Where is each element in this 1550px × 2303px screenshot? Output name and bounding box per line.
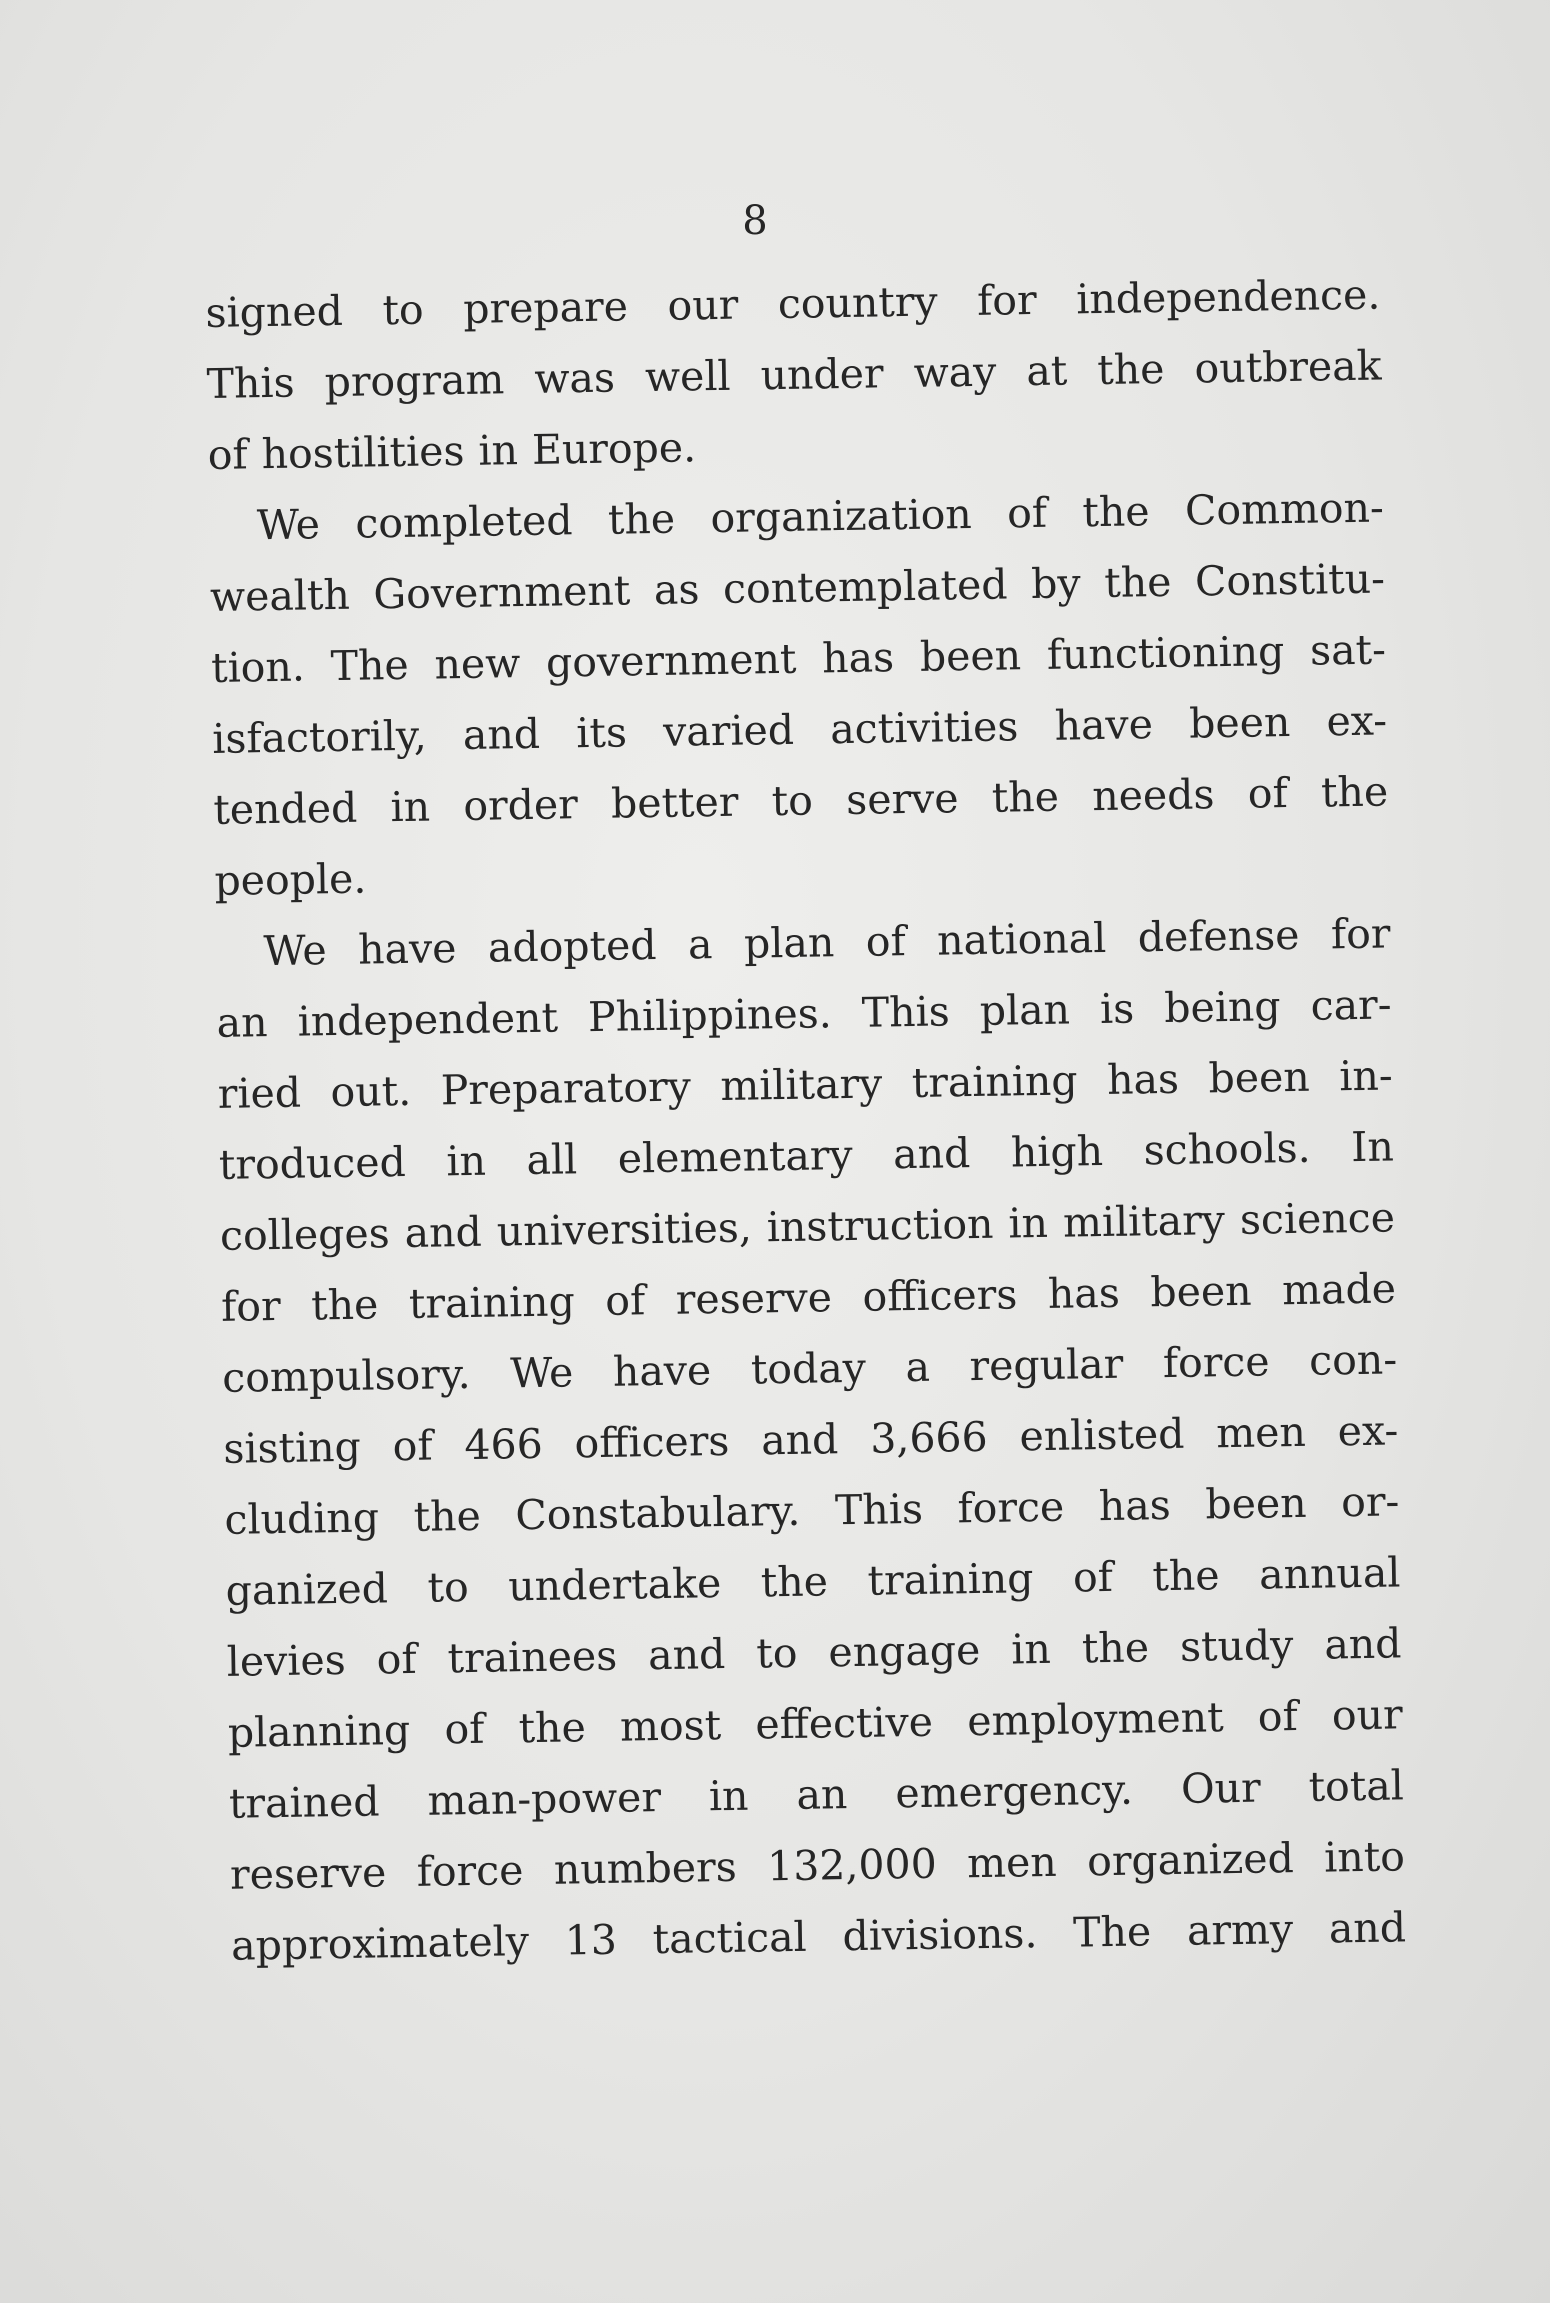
word: needs: [1091, 770, 1215, 821]
word: The: [330, 640, 410, 691]
word: training: [911, 1056, 1078, 1107]
word: tactical: [652, 1912, 808, 1964]
word: sisting: [223, 1422, 362, 1473]
word: approximately: [230, 1917, 530, 1970]
word: adopted: [487, 920, 657, 972]
word: way: [913, 347, 997, 397]
word: military: [719, 1059, 883, 1111]
word: of: [1247, 769, 1289, 818]
word: of: [865, 917, 907, 966]
word: its: [575, 708, 628, 758]
word: independent: [297, 993, 559, 1046]
word: defense: [1137, 910, 1300, 962]
word: of: [392, 1421, 433, 1471]
word: employment: [966, 1693, 1224, 1746]
word: army: [1186, 1905, 1294, 1955]
word: the: [1152, 1551, 1220, 1601]
word: force: [957, 1482, 1065, 1533]
word: for: [1330, 909, 1391, 959]
word: for: [976, 275, 1037, 325]
word: today: [750, 1343, 867, 1394]
word: of: [376, 1634, 417, 1684]
word: con-: [1308, 1335, 1398, 1385]
word: planning: [227, 1705, 411, 1757]
word: effective: [754, 1697, 934, 1749]
word: of: [1072, 1552, 1114, 1602]
word: Constitu-: [1194, 554, 1386, 606]
word: of: [1257, 1692, 1299, 1741]
word: car-: [1310, 980, 1392, 1030]
word: 132,000: [766, 1839, 938, 1891]
word: sat-: [1309, 625, 1387, 675]
word: the: [607, 494, 676, 544]
word: the: [1082, 487, 1150, 537]
word: officers: [862, 1270, 1018, 1321]
word: of: [604, 1276, 646, 1325]
word: and: [892, 1129, 971, 1179]
word: engage: [828, 1625, 981, 1677]
word: of: [207, 430, 249, 479]
word: trainees: [447, 1631, 618, 1683]
word: the: [518, 1703, 587, 1753]
word: emergency.: [894, 1765, 1134, 1818]
word: have: [612, 1346, 712, 1396]
word: serve: [845, 774, 959, 824]
word: prepare: [462, 282, 629, 333]
word: all: [526, 1135, 578, 1185]
word: force: [1162, 1337, 1270, 1388]
page-number: 8: [742, 198, 768, 244]
word: undertake: [507, 1559, 722, 1611]
word: organization: [710, 489, 973, 543]
word: been: [1204, 1478, 1307, 1529]
word: science: [1239, 1193, 1396, 1244]
word: new: [434, 639, 521, 689]
word: Our: [1180, 1763, 1261, 1813]
word: well: [644, 351, 731, 402]
word: was: [533, 353, 616, 403]
word: in: [446, 1136, 487, 1186]
word: levies: [226, 1635, 347, 1686]
word: high: [1010, 1127, 1104, 1177]
word: in: [708, 1771, 749, 1821]
word: isfactorily,: [211, 711, 428, 763]
word: our: [667, 280, 739, 330]
word: organized: [1086, 1834, 1295, 1886]
word: We: [256, 500, 321, 550]
word: under: [760, 349, 884, 400]
word: has: [821, 633, 895, 683]
word: been: [919, 631, 1022, 681]
word: program: [324, 355, 505, 407]
word: made: [1281, 1264, 1397, 1315]
word: in: [390, 782, 431, 832]
body-text: [205, 260, 1407, 1982]
word: an: [796, 1770, 848, 1819]
word: been: [1150, 1266, 1252, 1317]
word: The: [1072, 1907, 1152, 1957]
word: our: [1331, 1690, 1404, 1740]
word: annual: [1258, 1548, 1401, 1599]
word: Constabulary.: [515, 1486, 801, 1540]
word: completed: [355, 496, 573, 548]
word: military: [1062, 1196, 1226, 1247]
word: hostilities: [261, 426, 465, 479]
paragraph-2: [208, 473, 1390, 917]
word: of: [444, 1704, 485, 1754]
word: in: [1010, 1624, 1052, 1674]
word: colleges: [219, 1209, 391, 1260]
word: enlisted: [1019, 1409, 1185, 1461]
word: force: [416, 1846, 524, 1896]
word: at: [1025, 346, 1068, 396]
word: the: [991, 772, 1060, 822]
word: universities,: [496, 1203, 753, 1256]
word: order: [463, 780, 579, 831]
word: Preparatory: [440, 1062, 692, 1115]
word: the: [1081, 1623, 1150, 1673]
word: plan: [743, 918, 835, 968]
word: as: [653, 565, 700, 614]
word: to: [427, 1563, 470, 1612]
word: We: [263, 926, 328, 976]
word: is: [1099, 984, 1135, 1034]
word: and: [647, 1630, 726, 1680]
word: and: [1323, 1619, 1402, 1669]
word: the: [1103, 557, 1172, 607]
word: troduced: [218, 1137, 407, 1189]
word: the: [1096, 344, 1165, 394]
word: In: [1350, 1122, 1395, 1172]
word: or-: [1340, 1477, 1400, 1527]
word: study: [1179, 1621, 1294, 1671]
word: people.: [214, 854, 367, 905]
word: a: [687, 920, 713, 969]
paragraph-1: [205, 260, 1383, 491]
word: Europe.: [531, 423, 697, 474]
word: better: [610, 777, 739, 828]
word: been: [1208, 1052, 1311, 1103]
word: This: [206, 358, 295, 408]
word: have: [357, 924, 457, 974]
word: ex-: [1326, 696, 1388, 746]
word: being: [1163, 982, 1281, 1033]
word: ganized: [225, 1564, 389, 1615]
word: 13: [564, 1915, 618, 1965]
word: officers: [574, 1416, 730, 1468]
word: elementary: [617, 1130, 853, 1183]
word: outbreak: [1194, 341, 1382, 393]
word: compulsory.: [221, 1349, 471, 1402]
word: to: [382, 285, 425, 335]
word: independence.: [1075, 270, 1381, 324]
word: training: [408, 1277, 576, 1328]
word: 466: [464, 1419, 544, 1470]
word: contemplated: [722, 560, 1008, 613]
word: training: [867, 1554, 1034, 1605]
word: Philippines.: [587, 989, 833, 1042]
word: Government: [373, 566, 631, 619]
word: in: [1008, 1198, 1049, 1248]
word: in: [478, 426, 519, 475]
word: tion.: [210, 642, 306, 692]
word: out.: [330, 1066, 412, 1117]
word: This: [834, 1484, 924, 1535]
word: have: [1054, 700, 1154, 750]
word: has: [1098, 1480, 1172, 1531]
word: the: [413, 1491, 482, 1541]
word: tended: [212, 783, 358, 834]
word: schools.: [1143, 1123, 1311, 1175]
word: numbers: [553, 1842, 738, 1894]
word: and: [1328, 1903, 1407, 1953]
word: most: [619, 1701, 722, 1751]
word: men: [966, 1837, 1058, 1888]
paragraph-3: [215, 898, 1407, 1981]
word: This: [861, 987, 951, 1037]
word: Common-: [1184, 483, 1385, 535]
word: cluding: [224, 1493, 380, 1544]
word: and: [760, 1415, 839, 1465]
word: by: [1030, 559, 1081, 609]
word: to: [771, 776, 814, 826]
word: the: [760, 1557, 829, 1607]
word: for: [220, 1281, 282, 1331]
word: varied: [662, 705, 795, 756]
word: been: [1188, 698, 1291, 748]
word: ried: [217, 1068, 302, 1118]
word: and: [404, 1207, 483, 1257]
word: the: [1320, 767, 1389, 817]
word: country: [777, 277, 938, 329]
word: trained: [228, 1777, 380, 1828]
word: into: [1323, 1832, 1406, 1882]
word: has: [1047, 1268, 1121, 1318]
word: government: [545, 634, 797, 687]
word: functioning: [1046, 627, 1285, 679]
word: national: [936, 913, 1107, 965]
word: divisions.: [842, 1909, 1038, 1961]
word: of: [1006, 488, 1048, 538]
word: and: [462, 709, 541, 760]
word: reserve: [229, 1848, 387, 1899]
word: ex-: [1337, 1406, 1399, 1456]
word: total: [1308, 1761, 1405, 1811]
word: We: [509, 1348, 574, 1398]
word: reserve: [675, 1273, 833, 1324]
word: man-power: [427, 1773, 662, 1825]
word: 3,666: [869, 1412, 988, 1463]
word: regular: [969, 1339, 1124, 1391]
word: signed: [205, 286, 344, 337]
word: men: [1215, 1407, 1307, 1458]
word: the: [310, 1280, 379, 1330]
word: to: [755, 1628, 798, 1678]
word: an: [216, 998, 268, 1047]
word: activities: [829, 702, 1019, 754]
word: wealth: [209, 570, 351, 621]
word: instruction: [766, 1199, 994, 1252]
word: has: [1106, 1054, 1180, 1104]
word: a: [905, 1342, 931, 1392]
word: plan: [979, 985, 1071, 1035]
word: in-: [1338, 1051, 1394, 1101]
